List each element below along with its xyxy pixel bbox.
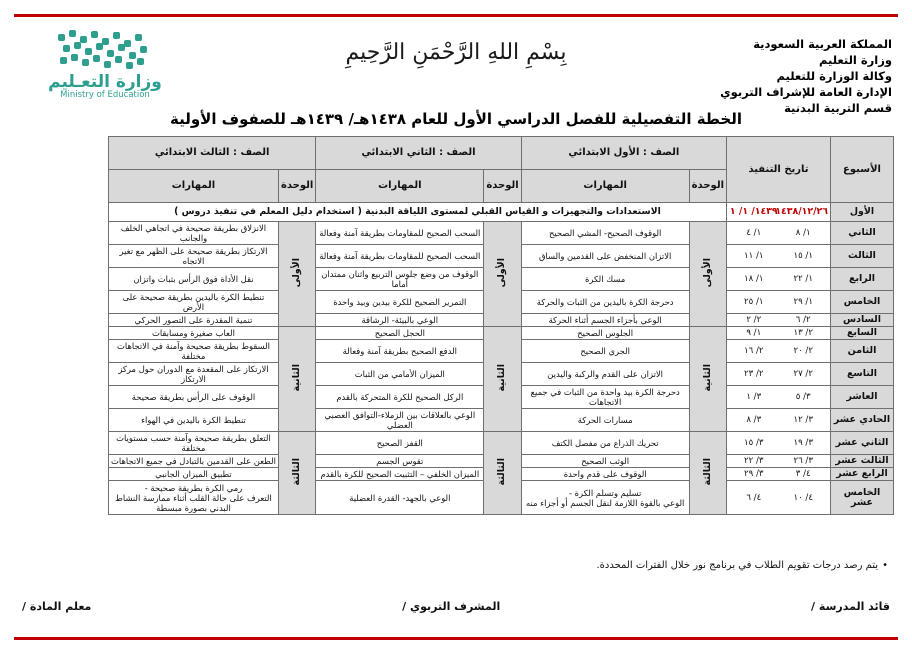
cell-unit-g3-1: [278, 222, 315, 327]
cell-skill-g3: السقوط بطريقة صحيحة وآمنة في الاتجاهات مختلفة: [108, 340, 278, 363]
cell-skill-g1: الوقوف الصحيح- المشي الصحيح: [521, 222, 689, 245]
cell-unit-g2-3: [484, 432, 521, 515]
header-grade-3: الصف : الثالث الابتدائي: [108, 137, 315, 170]
cell-date: [727, 468, 831, 481]
cell-skill-g2: الوقوف من وضع جلوس التربيع واثنان ممتدان أماما: [316, 268, 484, 291]
cell-skill-g2: الميزان الخلفي – التثبيت الصحيح للكرة بالقدم: [316, 468, 484, 481]
cell-date: [727, 455, 831, 468]
cell-unit-g1-2: [689, 327, 726, 432]
cell-date-to: ١/ ٩: [746, 328, 762, 338]
cell-skill-g1: الوثب الصحيح: [521, 455, 689, 468]
ministry-line-2: وزارة التعليم: [819, 53, 892, 67]
ministry-line-3: وكالة الوزارة للتعليم: [776, 69, 892, 83]
signature-teacher: معلم المادة /: [22, 600, 92, 613]
cell-date: [727, 432, 831, 455]
cell-date: [727, 291, 831, 314]
cell-date: [727, 327, 831, 340]
cell-date-to: ٣/ ١٥: [744, 438, 764, 448]
cell-skill-g3: تنطيط الكرة باليدين بطريقة صحيحة على الأرض: [108, 291, 278, 314]
cell-skill-g1-line2: الوعي بالقوة اللازمة لنقل الجسم أو أجزاء منه: [525, 497, 685, 508]
cell-date-from: ٢/ ١٣: [793, 328, 813, 338]
top-red-rule: [14, 14, 898, 17]
cell-date-from: ٤/ ٣: [795, 469, 811, 479]
cell-skill-g1: الجري الصحيح: [521, 340, 689, 363]
subheader-unit-g3: الوحدة: [278, 170, 315, 203]
cell-date-from: ٣/ ٥: [795, 392, 811, 402]
subheader-skills-g1: المهارات: [521, 170, 689, 203]
cell-date-to: ٢/ ٢: [746, 315, 762, 325]
detailed-plan-table: [108, 136, 894, 515]
cell-skill-g2: السحب الصحيح للمقاومات بطريقة آمنة وفعالة: [316, 222, 484, 245]
cell-skill-g1: تحريك الذراع من مفصل الكتف: [521, 432, 689, 455]
cell-skill-g3: العاب صغيرة ومسابقات: [108, 327, 278, 340]
cell-week: الثالث عشر: [831, 455, 894, 468]
logo-wordmark: وزارة التعـليم: [48, 72, 162, 92]
cell-skill-g3: الانزلاق بطريقة صحيحة في اتجاهي الخلف والجانب: [108, 222, 278, 245]
cell-date-to: ٢/ ١٦: [744, 346, 764, 356]
cell-date-to: ٣/ ١: [746, 392, 762, 402]
signature-supervisor: المشرف التربوي /: [402, 600, 501, 613]
footer-note: [596, 560, 888, 571]
cell-date: [727, 268, 831, 291]
header-date: تاريخ التنفيذ: [727, 137, 831, 203]
cell-date: [727, 222, 831, 245]
cell-week: الثاني عشر: [831, 432, 894, 455]
cell-week: التاسع: [831, 363, 894, 386]
document-header: [20, 28, 892, 118]
ministry-line-1: المملكة العربية السعودية: [753, 37, 892, 51]
cell-date-from: ٢/ ٢٧: [793, 369, 813, 379]
subheader-skills-g2: المهارات: [316, 170, 484, 203]
cell-week: الخامس عشر: [831, 481, 894, 515]
cell-skill-g2: الميزان الأمامي من الثبات: [316, 363, 484, 386]
cell-date-to: ٤/ ٦: [746, 492, 762, 503]
cell-unit-g1-3: [689, 432, 726, 515]
cell-skill-g2: الوعي بالجهد- القدرة العضلية: [316, 481, 484, 515]
unit-label: الثالثة: [496, 457, 508, 486]
cell-skill-g2: التمرير الصحيح للكرة بيدين وبيد واحدة: [316, 291, 484, 314]
logo-subtitle: Ministry of Education: [60, 90, 150, 100]
cell-date: [727, 386, 831, 409]
cell-skill-g2: السحب الصحيح للمقاومات بطريقة آمنة وفعالة: [316, 245, 484, 268]
cell-unit-g2-1: [484, 222, 521, 327]
cell-date-to: ٣/ ٢٢: [744, 456, 764, 466]
cell-date-1: [727, 203, 831, 222]
cell-date-to: ١/ ٢٥: [744, 297, 764, 307]
table-row: [108, 432, 893, 455]
cell-date-to: ٣/ ٨: [746, 415, 762, 425]
cell-date-from: ١/ ٨: [795, 228, 811, 238]
unit-label: الثانية: [701, 363, 713, 392]
cell-skill-g3: [108, 481, 278, 515]
bullet-icon: •: [882, 560, 888, 571]
cell-date-from: ٤/ ١٠: [793, 492, 813, 503]
cell-skill-g2: القفز الصحيح: [316, 432, 484, 455]
cell-skill-g2: الوعي بالبيئة- الرشاقة: [316, 314, 484, 327]
cell-skill-g1: دحرجة الكرة بيد واحدة من الثبات في جميع الاتجاهات: [521, 386, 689, 409]
cell-skill-g1: الاتزان على القدم والركبة واليدين: [521, 363, 689, 386]
cell-unit-g2-2: [484, 327, 521, 432]
cell-skill-g3-line2: التعرف على حالة القلب أثناء ممارسة النشاط البدني بصورة مبسطة: [115, 492, 272, 513]
header-grade-2: الصف : الثاني الابتدائي: [316, 137, 521, 170]
cell-skill-g3: نقل الأداة فوق الرأس بثبات واتزان: [108, 268, 278, 291]
cell-week: الخامس: [831, 291, 894, 314]
subheader-unit-g1: الوحدة: [689, 170, 726, 203]
cell-week: العاشر: [831, 386, 894, 409]
cell-skill-g3: الارتكاز بطريقة صحيحة على الظهر مع تغير الاتجاه: [108, 245, 278, 268]
cell-date: [727, 340, 831, 363]
cell-skill-g1: الوقوف على قدم واحدة: [521, 468, 689, 481]
cell-skill-g2: الحجل الصحيح: [316, 327, 484, 340]
cell-skill-g1: [521, 481, 689, 515]
cell-date-from: ١/ ١٥: [793, 251, 813, 261]
cell-date-to: ٣/ ٢٩: [744, 469, 764, 479]
table-row: [108, 327, 893, 340]
unit-label: الأولى: [291, 257, 303, 288]
cell-date-from: ٢/ ٢٠: [793, 346, 813, 356]
cell-week: الحادي عشر: [831, 409, 894, 432]
cell-date: [727, 363, 831, 386]
cell-week: الثامن: [831, 340, 894, 363]
cell-intro-text: الاستعدادات والتجهيزات و القياس القبلي لمستوى اللياقة البدنية ( استخدام دليل المعلم في تنفيذ دروس ): [108, 203, 726, 222]
basmala-text: بِسْمِ اللهِ الرَّحْمَنِ الرَّحِيمِ: [345, 40, 567, 65]
cell-skill-g3-line1: رمي الكرة بطريقة صحيحة -: [144, 482, 243, 493]
cell-date-from: ١/ ٢٩: [793, 297, 813, 307]
cell-skill-g1: مسارات الحركة: [521, 409, 689, 432]
cell-skill-g1: مسك الكرة: [521, 268, 689, 291]
cell-week: الرابع عشر: [831, 468, 894, 481]
cell-date-to: ١/ ١١: [744, 251, 764, 261]
unit-label: الثالثة: [701, 457, 713, 486]
cell-date-from: ٢/ ٦: [795, 315, 811, 325]
cell-date-to: ١/ ١٨: [744, 274, 764, 284]
cell-skill-g3: تطبيق الميزان الجانبي: [108, 468, 278, 481]
cell-date-from: ١/ ٢٢: [793, 274, 813, 284]
cell-unit-g1-1: [689, 222, 726, 327]
logo-dots-icon: [58, 30, 150, 70]
cell-skill-g1-line1: تسليم وتسلم الكرة -: [568, 487, 642, 498]
bottom-red-rule: [14, 637, 898, 640]
cell-date-1-to: ١٤٣٩/ ١/ ١: [729, 206, 778, 217]
header-week: الأسبوع: [831, 137, 894, 203]
cell-skill-g3: الطعن على القدمين بالتبادل في جميع الاتجاهات: [108, 455, 278, 468]
cell-skill-g1: الجلوس الصحيح: [521, 327, 689, 340]
cell-date: [727, 409, 831, 432]
cell-skill-g3: الوقوف على الرأس بطريقة صحيحة: [108, 386, 278, 409]
cell-unit-g3-2: [278, 327, 315, 432]
signature-principal: قائد المدرسة /: [811, 600, 890, 613]
cell-date-from: ٣/ ٢٦: [793, 456, 813, 466]
table-header-row: [108, 137, 893, 170]
cell-week: السابع: [831, 327, 894, 340]
ministry-logo: [30, 30, 180, 110]
cell-week: السادس: [831, 314, 894, 327]
subheader-unit-g2: الوحدة: [484, 170, 521, 203]
cell-week: الرابع: [831, 268, 894, 291]
table-row: [108, 222, 893, 245]
header-grade-1: الصف : الأول الابتدائي: [521, 137, 726, 170]
cell-skill-g3: تنمية المقدرة على التصور الحركي: [108, 314, 278, 327]
cell-week: الثاني: [831, 222, 894, 245]
cell-skill-g2: تقوس الجسم: [316, 455, 484, 468]
ministry-identity-block: [720, 36, 892, 116]
footer-note-text: يتم رصد درجات تقويم الطلاب في برنامج نور خلال الفترات المحددة.: [596, 560, 879, 571]
cell-skill-g1: الاتزان المنخفض على القدمين والساق: [521, 245, 689, 268]
cell-date-to: ١/ ٤: [746, 228, 762, 238]
ministry-line-5: قسم التربية البدنية: [784, 101, 892, 115]
cell-unit-g3-3: [278, 432, 315, 515]
ministry-line-4: الإدارة العامة للإشراف التربوي: [720, 85, 892, 99]
unit-label: الثالثة: [291, 457, 303, 486]
signature-row: [22, 600, 890, 613]
subheader-skills-g3: المهارات: [108, 170, 278, 203]
cell-skill-g3: الارتكاز على المقعدة مع الدوران حول مركز الارتكاز: [108, 363, 278, 386]
cell-skill-g2: الوعي بالعلاقات بين الزملاء-التوافق العصبي العضلي: [316, 409, 484, 432]
unit-label: الثانية: [291, 363, 303, 392]
cell-date-from: ٣/ ١٩: [793, 438, 813, 448]
cell-skill-g1: دحرجة الكرة باليدين من الثبات والحركة: [521, 291, 689, 314]
unit-label: الأولى: [496, 257, 508, 288]
cell-date-to: ٢/ ٢٣: [744, 369, 764, 379]
cell-date: [727, 314, 831, 327]
cell-date-from: ٣/ ١٢: [793, 415, 813, 425]
cell-date: [727, 245, 831, 268]
cell-skill-g2: الركل الصحيح للكرة المتحركة بالقدم: [316, 386, 484, 409]
page-title: الخطة التفصيلية للفصل الدراسي الأول للعام ١٤٣٨هـ/ ١٤٣٩هـ للصفوف الأولية: [169, 110, 743, 128]
cell-skill-g1: الوعي بأجزاء الجسم أثناء الحركة: [521, 314, 689, 327]
unit-label: الأولى: [701, 257, 713, 288]
cell-date-1-from: ١٤٣٨/١٢/٢٦: [775, 206, 828, 217]
cell-skill-g2: الدفع الصحيح بطريقة آمنة وفعالة: [316, 340, 484, 363]
cell-date: [727, 481, 831, 515]
unit-label: الثانية: [496, 363, 508, 392]
cell-week: الثالث: [831, 245, 894, 268]
table-row-intro: [108, 203, 893, 222]
cell-week-1: الأول: [831, 203, 894, 222]
cell-skill-g3: تنطيط الكرة باليدين في الهواء: [108, 409, 278, 432]
cell-skill-g3: التعلق بطريقة صحيحة وآمنة حسب مستويات مختلفة: [108, 432, 278, 455]
